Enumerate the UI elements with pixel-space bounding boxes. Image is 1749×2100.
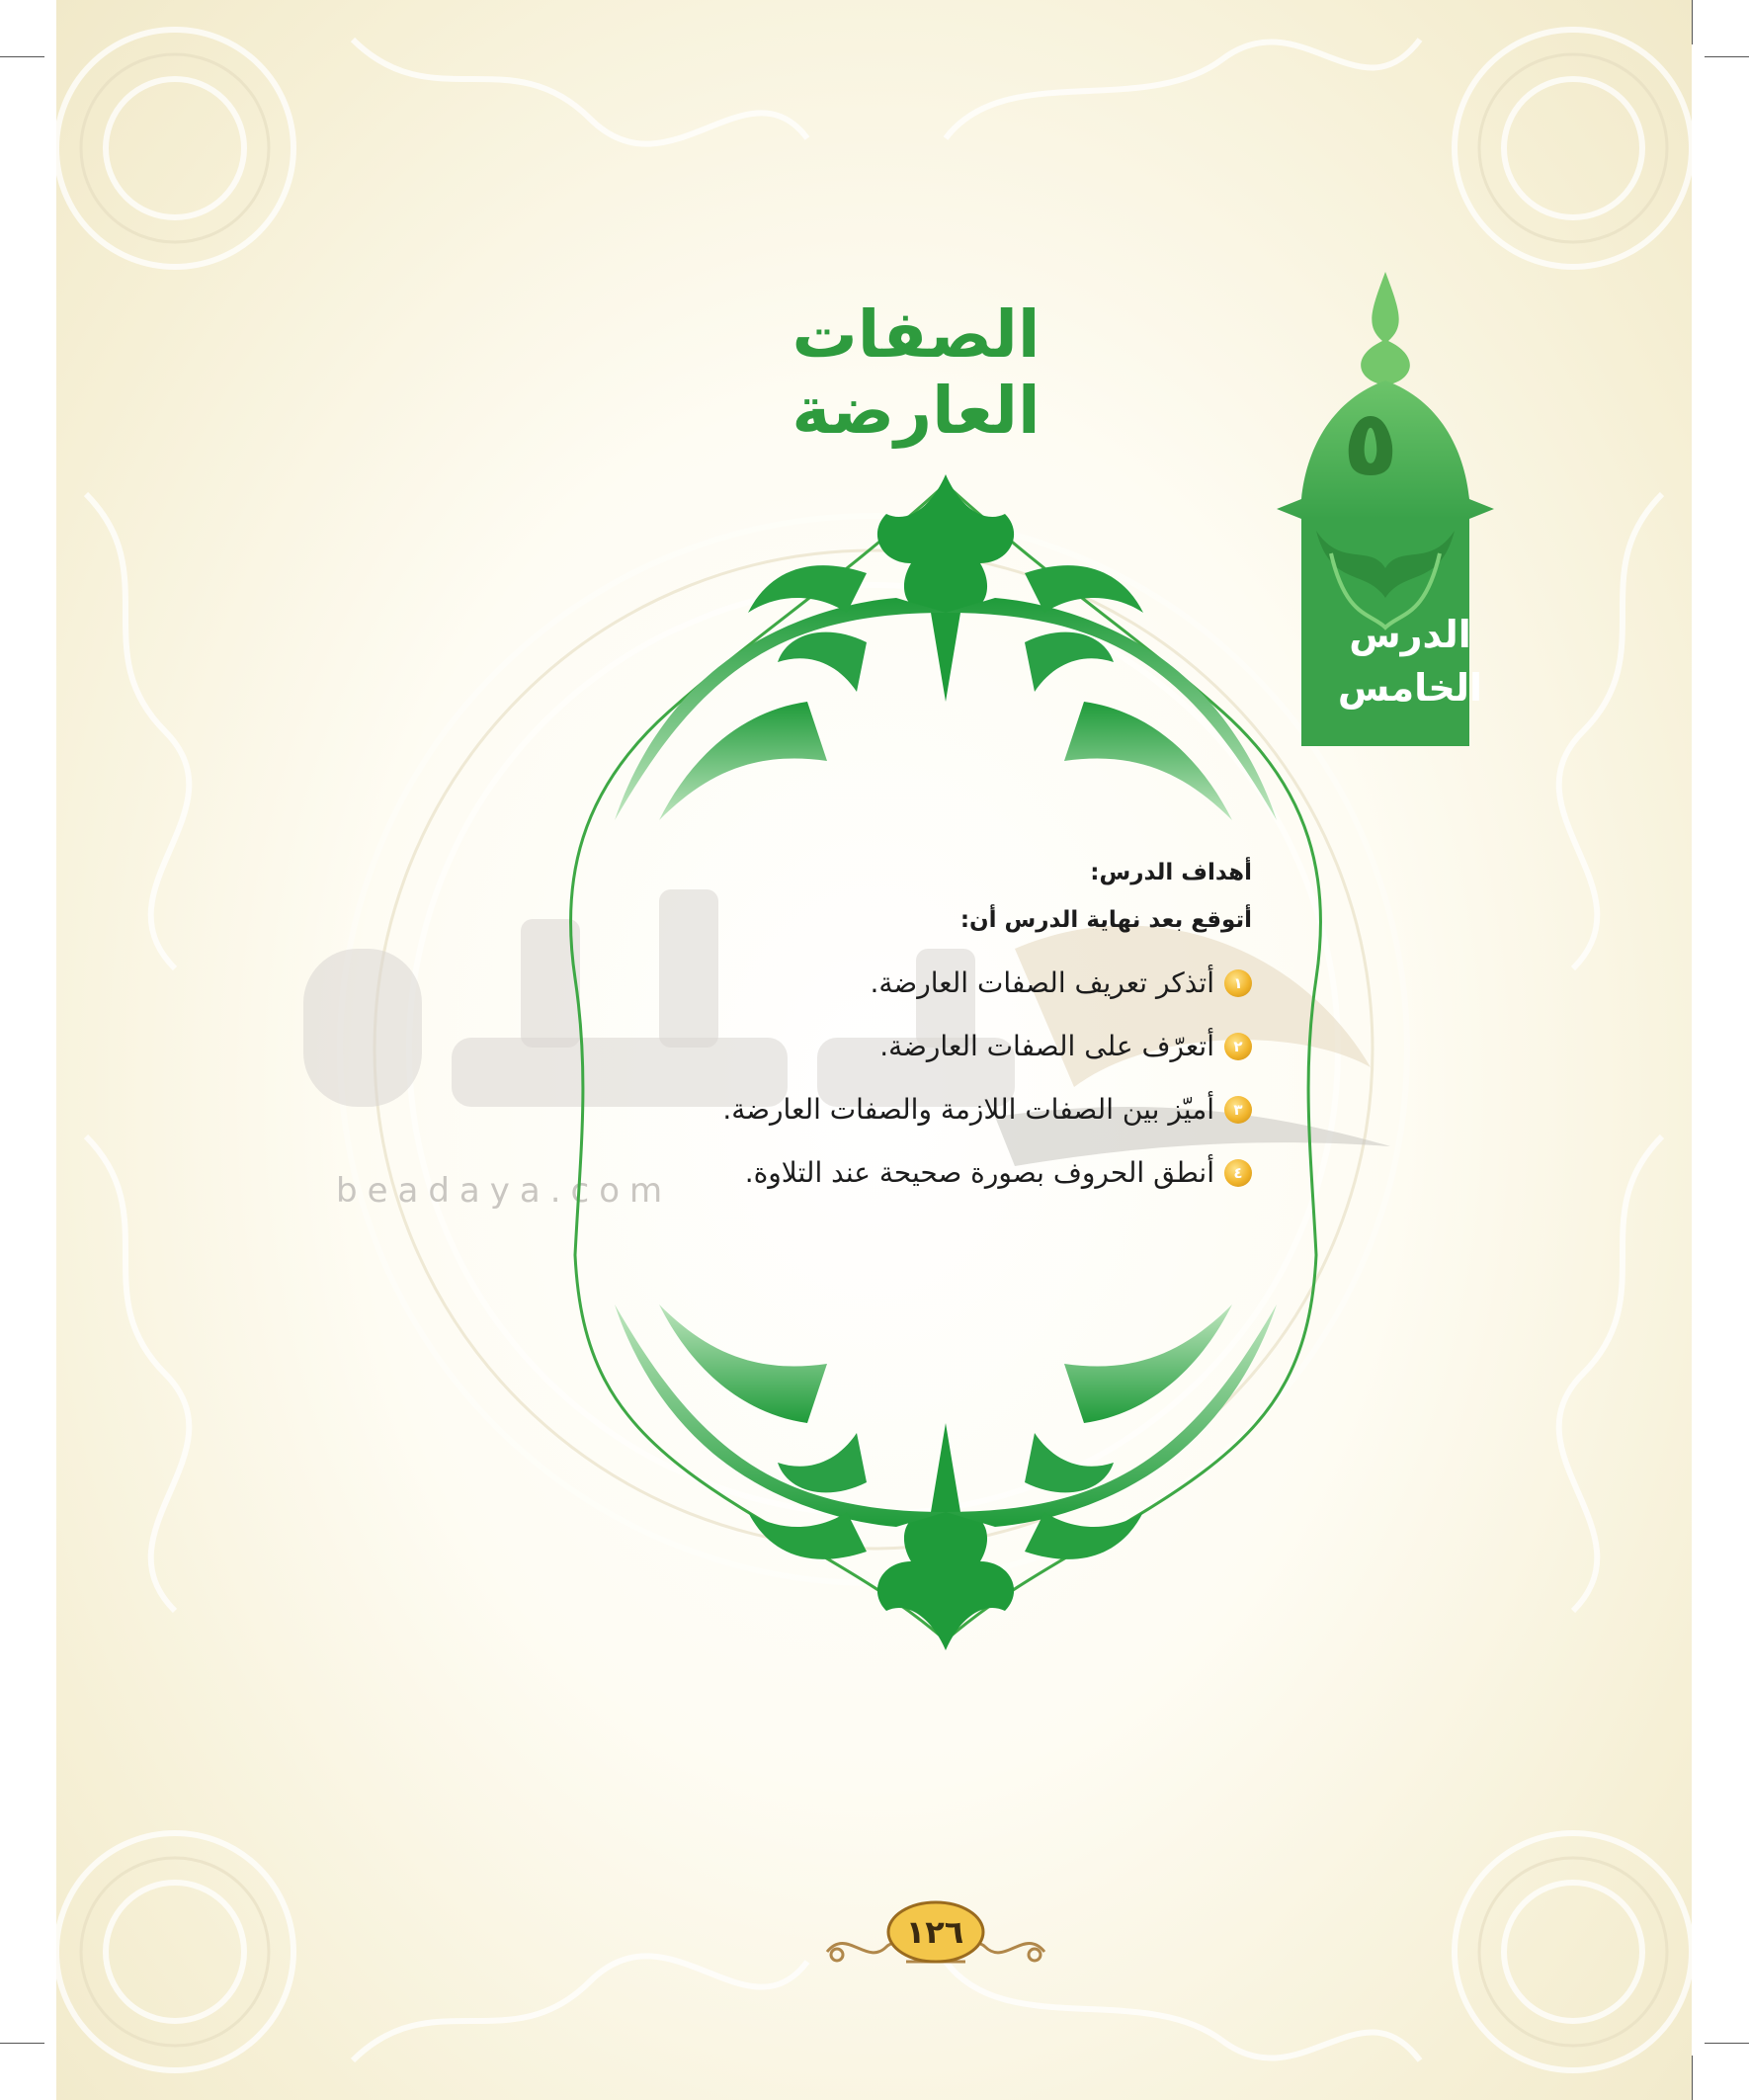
objective-item <box>669 966 1252 999</box>
book-page <box>56 0 1692 2100</box>
number-bullet-icon: ١ <box>1224 969 1252 997</box>
objective-item <box>669 1156 1252 1189</box>
crop-mark <box>1692 2056 1693 2100</box>
objectives-intro: أتوقع بعد نهاية الدرس أن: <box>959 907 1252 933</box>
number-bullet-icon: ٣ <box>1224 1096 1252 1124</box>
objective-text: أتذكر تعريف الصفات العارضة. <box>870 966 1214 999</box>
crop-mark <box>0 2043 44 2044</box>
objectives-heading: أهداف الدرس: <box>1090 860 1252 885</box>
lesson-label-line2: الخامس <box>1337 666 1483 710</box>
objective-text: أتعرّف على الصفات العارضة. <box>879 1030 1214 1062</box>
objective-item <box>669 1030 1252 1062</box>
lesson-number: ٥ <box>1342 390 1399 496</box>
objective-text: أميّز بين الصفات اللازمة والصفات العارضة. <box>722 1093 1214 1126</box>
watermark-url: beadaya.com <box>336 1171 673 1211</box>
objectives-list <box>669 966 1252 1189</box>
crop-mark <box>1705 56 1749 57</box>
crop-mark <box>1692 0 1693 44</box>
number-bullet-icon: ٤ <box>1224 1159 1252 1187</box>
crop-mark <box>0 56 44 57</box>
objective-text: أنطق الحروف بصورة صحيحة عند التلاوة. <box>744 1156 1214 1189</box>
lesson-objectives <box>669 860 1252 1219</box>
objective-item <box>669 1093 1252 1126</box>
lesson-label <box>1331 608 1489 714</box>
lesson-label-line1: الدرس <box>1349 613 1471 656</box>
page-number: ١٢٦ <box>905 1913 964 1951</box>
crop-mark <box>1705 2043 1749 2044</box>
number-bullet-icon: ٢ <box>1224 1033 1252 1060</box>
lesson-title: الصفات العارضة <box>791 296 1041 449</box>
